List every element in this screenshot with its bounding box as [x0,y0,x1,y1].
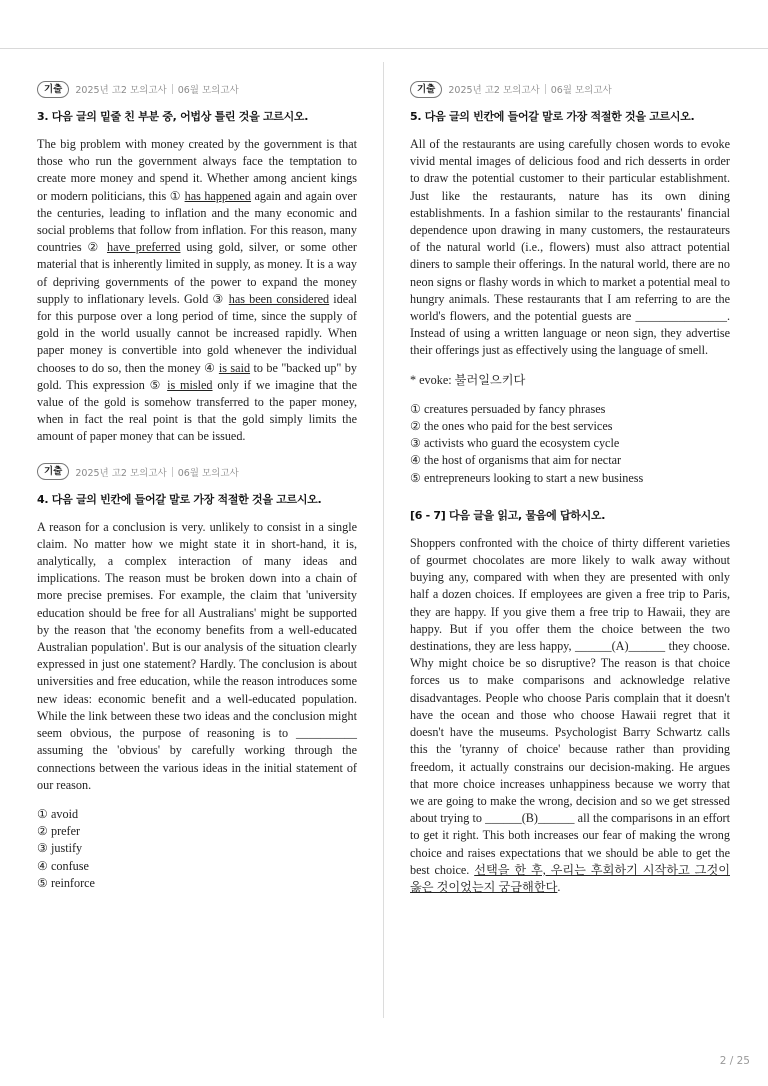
meta-month: 06월 모의고사 [177,85,239,96]
question-group-title: [6 - 7] 다음 글을 읽고, 물음에 답하시오. [410,508,606,522]
column-divider [383,62,384,1018]
footnote: * evoke: 불러일으키다 [410,372,526,387]
meta-separator [172,84,173,94]
header-rule [0,48,768,49]
question-passage: Shoppers confronted with the choice of thirty different varieties of gourmet chocolates are more likely to walk away without buying any, compared with when they are presented with only half a dozen choices. If employees are given a free trip to Paris, they are happy. If you give them a free trip to Hawaii, they are happy. But if you offer them the choice between the two destinations, they are less happy, ______(A)______ they choose. Why might choice be so disruptive? The reason is that choice forces us to make comparisons and acknowledge relative disadvantages. People who choose Paris complain that it doesn't have the ocean and those who choose Hawaii regret that it doesn't have the museums. Psychologist Barry Schwartz calls this the 'tyranny of choice' because rather than providing freedom, it actually constrains our decision-making. He argues that more choice increases unhappiness because we worry that we are going to make the wrong, decision and so we get stressed about trying to ______(B)______ all the comparisons in an effort to get it right. This both increases our fear of making the wrong choice and raises expectations that we should be able to get the best choice. 선택을 한 후, 우리는 후회하기 시작하고 그것이 옳은 것이었는지 궁금해한다. [410,535,730,894]
option-1[interactable]: ① avoid [37,806,79,821]
question-passage: The big problem with money created by the government is that those who run the government always face the temptation to create more money and spend it. Whether among ancient kings or modern politicians, this ① has happened again and again over the centuries, leading to inflation and the many economic and social problems that follow from inflation. For this reason, many countries ② have preferred using gold, silver, or some other material that is inherently limited in supply, as money. It is a way of depriving governments of the power to expand the money supply to inflationary levels. Gold ③ has been considered ideal for this purpose over a long period of time, since the supply of gold in the world usually cannot be increased rapidly. When paper money is convertible into gold whenever the individual chooses to do so, then the money ④ is said to be "backed up" by gold. This expression ⑤ is misled only if we imagine that the value of the gold is somehow transferred to the paper money, when in fact the real point is that the gold simply limits the amount of paper money that can be issued. [37,137,357,444]
question-meta [37,463,357,481]
underlined-2: have preferred [106,240,181,255]
meta-month: 06월 모의고사 [177,467,239,479]
meta-year: 2025년 고2 모의고사 [75,467,167,479]
underlined-4: is said [218,360,251,375]
option-3[interactable]: ③ activists who guard the ecosystem cycle [410,436,620,451]
left-column [37,80,357,892]
question-5 [410,80,730,487]
option-5[interactable]: ⑤ reinforce [37,875,95,890]
question-meta [410,80,730,98]
underlined-3: has been considered [228,291,330,306]
option-4[interactable]: ④ confuse [37,858,89,873]
option-2[interactable]: ② the ones who paid for the best services [410,419,613,434]
meta-year: 2025년 고2 모의고사 [75,85,167,96]
meta-year: 2025년 고2 모의고사 [448,85,540,96]
question-passage: All of the restaurants are using carefully chosen words to evoke vivid mental images of delicious food and rich desserts in order to draw the potential customer to their particular establishment. Just like the restaurants, nature has its own dining establishments. In a fashion similar to the restaurants' financial dependence upon drawing in many customers, the restaurateurs of the natural world (i.e., flowers) must also attract potential diners to sample their offerings. In the natural world, there are no neon signs or flashy words in which to market a potential meal to hungry animals. These restaurants that I am referring to are the world's flowers, and the potential guests are _______________. Instead of using a written language or neon sign, they advertise their offerings just as effectively using the language of smell. [410,137,730,358]
question-meta [37,80,357,98]
question-passage: A reason for a conclusion is very. unlikely to consist in a single claim. No matter how we might state it in short-hand, it is, analytically, a complex interaction of many ideas and implications. The reason must be broken down into a chain of more precise premises. For example, the claim that 'university education should be free for all Australians' might be supported by the reason that 'the economy benefits from a well-educated Australian population'. But is our analysis of the situation clearly expressed in just one statement? Hardly. The conclusion is about universities and free education, while the reason introduces some new ideas: economic benefit and a well-educated population. While the link between these two ideas and the conclusion might seem obvious, the purpose of reasoning is to __________ assuming the 'obvious' by carefully working through the connections between the various ideas in the initial statement of our reason. [37,519,357,792]
underlined-sentence: 선택을 한 후, 우리는 후회하기 시작하고 그것이 옳은 것이었는지 궁금해한다 [410,862,730,894]
meta-separator [172,467,173,477]
question-4 [37,463,357,892]
question-3 [37,80,357,446]
option-1[interactable]: ① creatures persuaded by fancy phrases [410,401,606,416]
option-5[interactable]: ⑤ entrepreneurs looking to start a new business [410,470,644,485]
option-4[interactable]: ④ the host of organisms that aim for nectar [410,453,622,468]
source-badge: 기출 [37,463,69,480]
option-2[interactable]: ② prefer [37,824,81,839]
right-column [410,80,730,896]
question-title: 5. 다음 글의 빈칸에 들어갈 말로 가장 적절한 것을 고르시오. [410,110,695,123]
question-6-7 [410,507,730,896]
underlined-5: is misled [167,377,213,392]
source-badge: 기출 [37,81,69,98]
source-badge: 기출 [410,81,442,98]
page-number: 2 / 25 [719,1055,750,1067]
answer-options [410,401,730,487]
option-3[interactable]: ③ justify [37,841,83,856]
meta-month: 06월 모의고사 [550,85,612,96]
question-title: 3. 다음 글의 밑줄 친 부분 중, 어법상 틀린 것을 고르시오. [37,110,309,123]
underlined-1: has happened [184,188,252,203]
meta-separator [545,84,546,94]
question-title: 4. 다음 글의 빈칸에 들어갈 말로 가장 적절한 것을 고르시오. [37,492,322,506]
answer-options [37,806,357,892]
